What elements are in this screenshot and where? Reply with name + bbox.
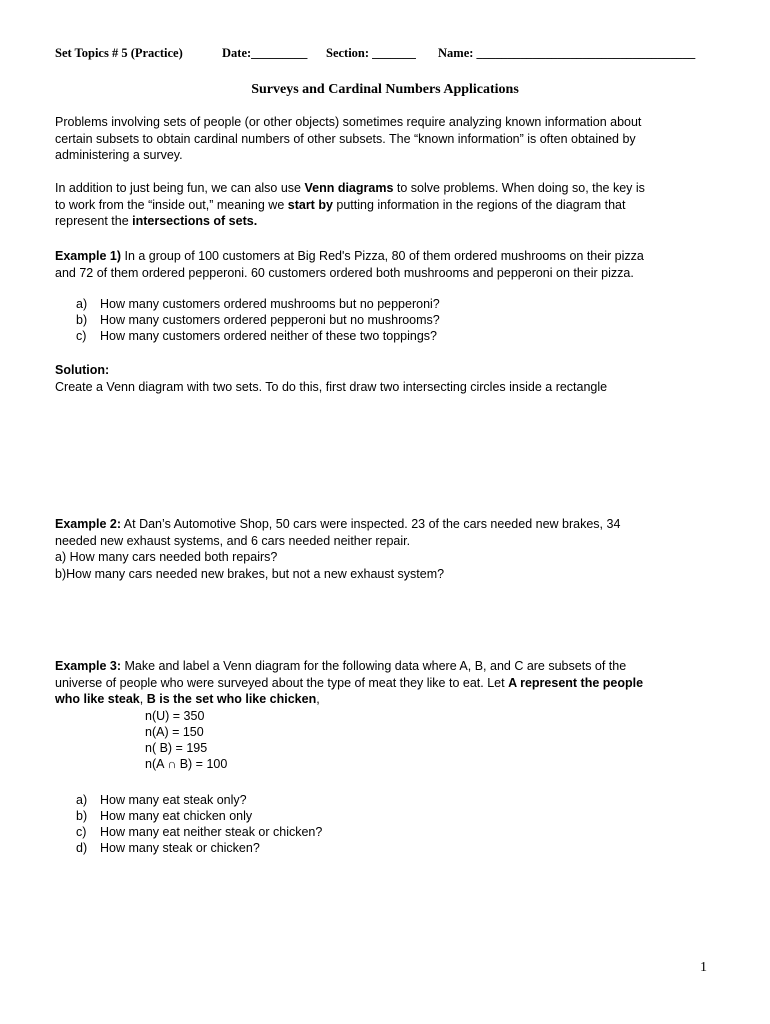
text: universe of people who were surveyed about the type of meat they like to eat. Let	[55, 675, 509, 690]
example-3-line	[55, 691, 715, 708]
name-field: Name: ___________________________________	[438, 46, 696, 60]
page-title: Surveys and Cardinal Numbers Applications	[251, 82, 519, 97]
venn-paragraph	[55, 180, 715, 230]
venn-line	[55, 213, 715, 230]
list-marker: b)	[76, 809, 88, 823]
question-text: How many customers ordered pepperoni but no mushrooms?	[100, 313, 440, 327]
set-data-item: n(U) = 350	[145, 709, 205, 723]
question-text: How many customers ordered neither of these two toppings?	[100, 329, 437, 343]
bold-term: start by	[287, 197, 333, 212]
text: to solve problems. When doing so, the key is	[393, 181, 645, 195]
text: In addition to just being fun, we can also use	[55, 181, 305, 195]
example-2-line: needed new exhaust systems, and 6 cars needed neither repair.	[55, 533, 411, 548]
question-text: How many eat steak only?	[100, 793, 247, 807]
bold-term: intersections of sets.	[132, 214, 258, 228]
list-marker: c)	[76, 825, 87, 839]
text: In a group of 100 customers at Big Red's Pizza, 80 of them ordered mushrooms on their pizza	[121, 249, 644, 263]
set-data	[145, 708, 227, 772]
example-3	[55, 658, 715, 708]
bold-term: Venn diagrams	[304, 181, 394, 195]
list-marker: a)	[76, 793, 88, 807]
bold-term: A represent the people	[508, 675, 644, 690]
section-field: Section: _______	[326, 46, 416, 60]
intro-line: certain subsets to obtain cardinal numbers of other subsets. The “known information” is often obtained by	[55, 131, 636, 146]
solution	[55, 362, 715, 395]
example-3-line	[55, 658, 715, 675]
list-marker: c)	[76, 329, 87, 343]
solution-text: Create a Venn diagram with two sets. To do this, first draw two intersecting circles inside a rectangle	[55, 379, 608, 394]
example-2-question: a) How many cars needed both repairs?	[55, 550, 278, 564]
intro-line: Problems involving sets of people (or other objects) sometimes require analyzing known information about	[55, 115, 642, 129]
venn-line	[55, 180, 715, 197]
example-1	[55, 248, 715, 281]
example-1-line	[55, 248, 715, 265]
list-marker: b)	[76, 313, 88, 327]
intro-line: administering a survey.	[55, 148, 183, 162]
list-marker: a)	[76, 297, 88, 311]
bold-term: B is the set who like chicken	[146, 692, 317, 706]
page-number: 1	[700, 960, 707, 975]
text: to work from the “inside out,” meaning we	[55, 197, 288, 212]
venn-line	[55, 197, 715, 214]
text: Solution:	[55, 363, 110, 377]
example-3-label: Example 3:	[55, 659, 122, 673]
list-item	[76, 312, 440, 329]
text: At Dan’s Automotive Shop, 50 cars were inspected. 23 of the cars needed new brakes, 34	[121, 517, 621, 531]
question-text: How many eat neither steak or chicken?	[100, 825, 323, 839]
text: represent the	[55, 214, 133, 228]
text: putting information in the regions of the diagram that	[332, 197, 626, 212]
list-marker: d)	[76, 841, 88, 855]
example-1-label: Example 1)	[55, 249, 122, 263]
solution-label	[55, 362, 715, 379]
example-2	[55, 516, 715, 582]
list-item	[76, 808, 252, 825]
bold-term: who like steak	[55, 692, 140, 706]
question-text: How many customers ordered mushrooms but no pepperoni?	[100, 297, 440, 311]
list-item	[76, 296, 440, 313]
course-label: Set Topics # 5 (Practice)	[55, 46, 183, 60]
set-data-item: n(A) = 150	[145, 725, 204, 739]
set-data-item: n( B) = 195	[145, 741, 208, 755]
example-2-line	[55, 516, 715, 533]
text: ,	[139, 692, 147, 706]
text: Make and label a Venn diagram for the following data where A, B, and C are subsets of the	[121, 659, 627, 673]
date-field: Date:_________	[222, 46, 308, 60]
set-data-item: n(A ∩ B) = 100	[145, 757, 228, 771]
example-3-line	[55, 675, 715, 692]
intro-paragraph	[55, 114, 715, 164]
example-2-label: Example 2:	[55, 517, 122, 531]
list-item	[76, 792, 247, 809]
question-text: How many steak or chicken?	[100, 841, 260, 855]
example-1-line: and 72 of them ordered pepperoni. 60 customers ordered both mushrooms and pepperoni on their pizza.	[55, 265, 634, 280]
list-item	[76, 328, 437, 345]
list-item	[76, 824, 322, 841]
example-2-question: b)How many cars needed new brakes, but not a new exhaust system?	[55, 566, 445, 581]
question-text: How many eat chicken only	[100, 809, 253, 823]
list-item	[76, 840, 260, 857]
text: ,	[316, 692, 320, 706]
